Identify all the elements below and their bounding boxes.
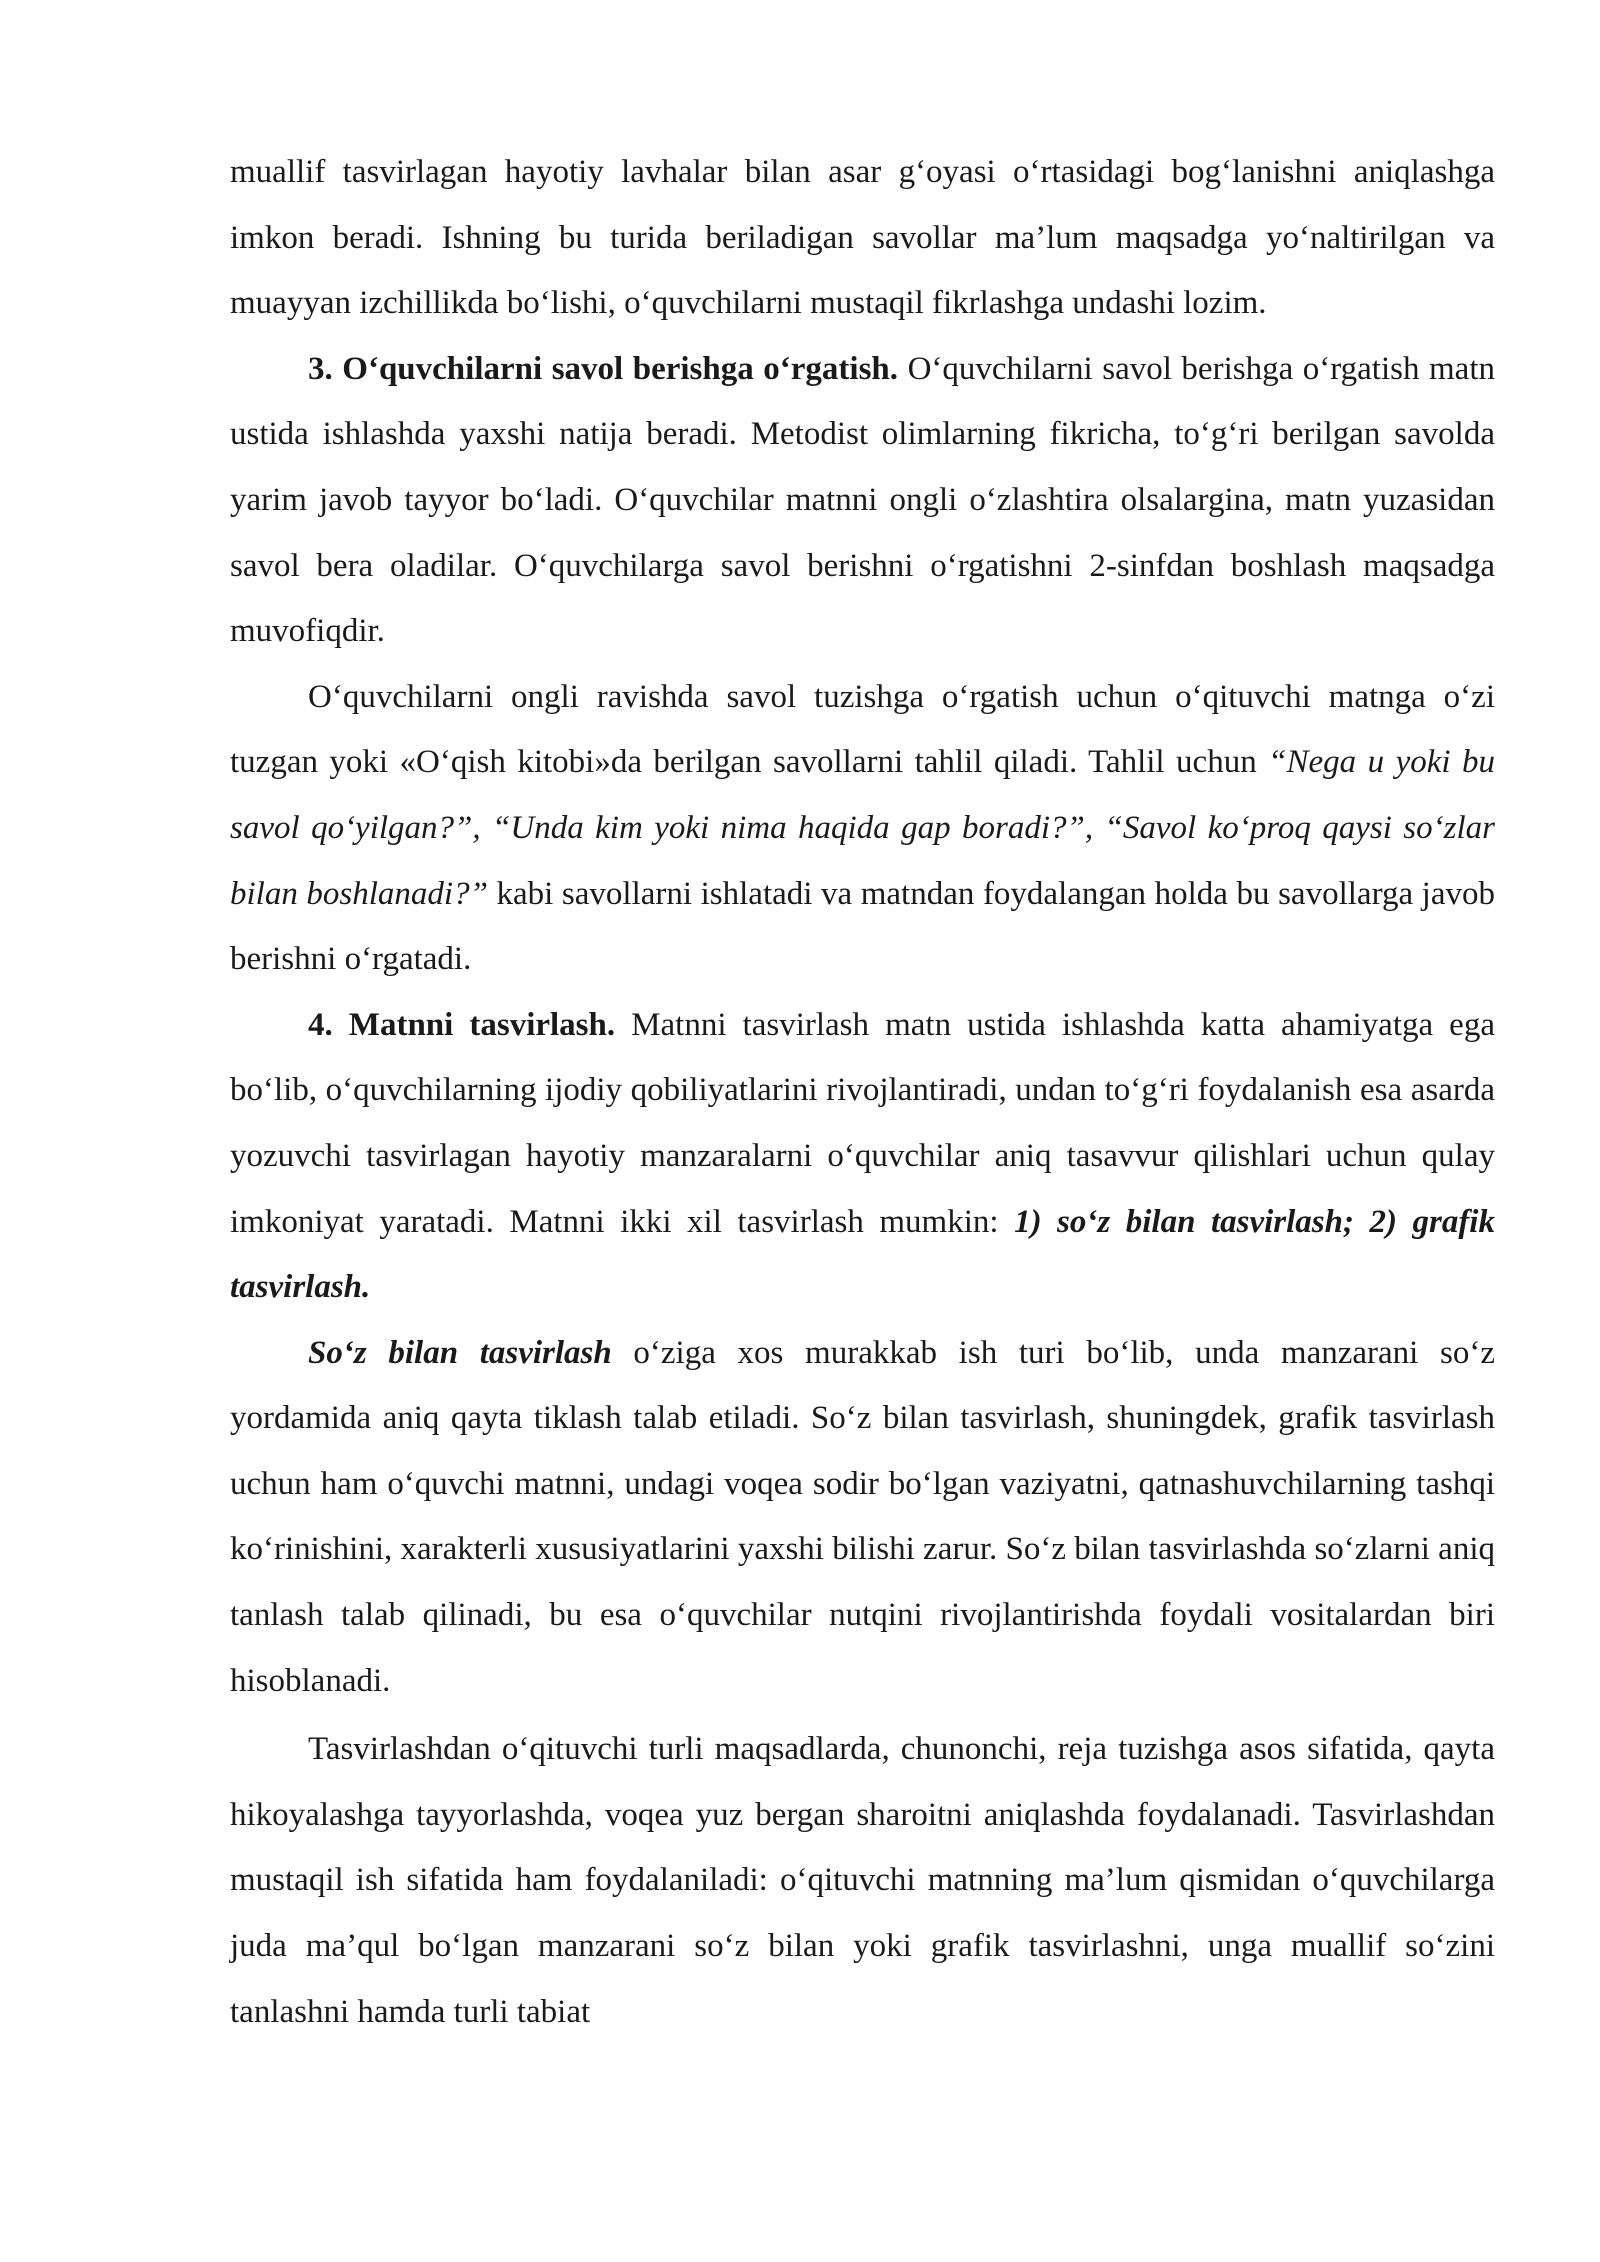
usage-paragraph: [230, 1717, 1495, 2045]
paragraph-text: kabi savollarni ishlatadi va matndan foydalangan holda bu savollarga javob berishni o‘rgatadi.: [230, 875, 1495, 978]
section-4-heading: 4. Matnni tasvirlash.: [308, 1006, 616, 1043]
paragraph-text: Matnni tasvirlash matn ustida ishlashda katta ahamiyatga ega bo‘lib, o‘quvchilarning ijodiy qobiliyatlarini rivojlantiradi, undan to‘g‘ri foydalanish esa asarda yozuvchi tasvirlagan hayotiy manzaralarni o‘quvchilar aniq tasavvur qilishlari uchun qulay imkoniyat yaratadi. Matnni ikki xil tasvirlash mumkin:: [230, 1006, 1495, 1240]
paragraph-text: O‘quvchilarni ongli ravishda savol tuzishga o‘rgatish uchun o‘qituvchi matnga o‘zi tuzgan yoki «O‘qish kitobi»da berilgan savollarni tahlil qiladi. Tahlil uchun: [230, 678, 1495, 781]
paragraph-text: O‘quvchilarni savol berishga o‘rgatish matn ustida ishlashda yaxshi natija beradi. Metodist olimlarning fikricha, to‘g‘ri berilgan savolda yarim javob tayyor bo‘ladi. O‘quvchilar matnni ongli o‘zlashtira olsalargina, matn yuzasidan savol bera oladilar. O‘quvchilarga savol berishni o‘rgatishni 2-sinfdan boshlash maqsadga muvofiqdir.: [230, 350, 1495, 650]
page-body: [230, 140, 1495, 2045]
paragraph-continuation: [230, 140, 1495, 337]
questions-paragraph: [230, 665, 1495, 993]
section-3-paragraph: [230, 337, 1495, 665]
paragraph-text: o‘ziga xos murakkab ish turi bo‘lib, unda manzarani so‘z yordamida aniq qayta tiklash talab etiladi. So‘z bilan tasvirlash, shuningdek, grafik tasvirlash uchun ham o‘quvchi matnni, undagi voqea sodir bo‘lgan vaziyatni, qatnashuvchilarning tashqi ko‘rinishini, xarakterli xususiyatlarini yaxshi bilishi zarur. So‘z bilan tasvirlashda so‘zlarni aniq tanlash talab qilinadi, bu esa o‘quvchilar nutqini rivojlantirishda foydali vositalardan biri hisoblanadi.: [230, 1334, 1495, 1699]
section-3-heading: 3. O‘quvchilarni savol berishga o‘rgatish.: [308, 350, 899, 387]
verbal-description-term: So‘z bilan tasvirlash: [308, 1334, 612, 1371]
section-4-paragraph: [230, 993, 1495, 1321]
paragraph-text: Tasvirlashdan o‘qituvchi turli maqsadlarda, chunonchi, reja tuzishga asos sifatida, qayta hikoyalashga tayyorlashda, voqea yuz bergan sharoitni aniqlashda foydalanadi. Tasvirlashdan mustaqil ish sifatida ham foydalaniladi: o‘qituvchi matnning ma’lum qismidan o‘quvchilarga juda ma’qul bo‘lgan manzarani so‘z bilan yoki grafik tasvirlashni, unga muallif so‘zini tanlashni hamda turli tabiat: [230, 1731, 1495, 2030]
paragraph-text: muallif tasvirlagan hayotiy lavhalar bilan asar g‘oyasi o‘rtasidagi bog‘lanishni aniqlashga imkon beradi. Ishning bu turida beriladigan savollar ma’lum maqsadga yo‘naltirilgan va muayyan izchillikda bo‘lishi, o‘quvchilarni mustaqil fikrlashga undashi lozim.: [230, 154, 1495, 322]
example-questions: “Nega u yoki bu savol qo‘yilgan?”, “Unda kim yoki nima haqida gap boradi?”, “Savol ko‘proq qaysi so‘zlar bilan boshlanadi?”: [230, 744, 1495, 912]
verbal-description-paragraph: [230, 1321, 1495, 1715]
description-types: 1) so‘z bilan tasvirlash; 2) grafik tasvirlash.: [230, 1203, 1495, 1306]
